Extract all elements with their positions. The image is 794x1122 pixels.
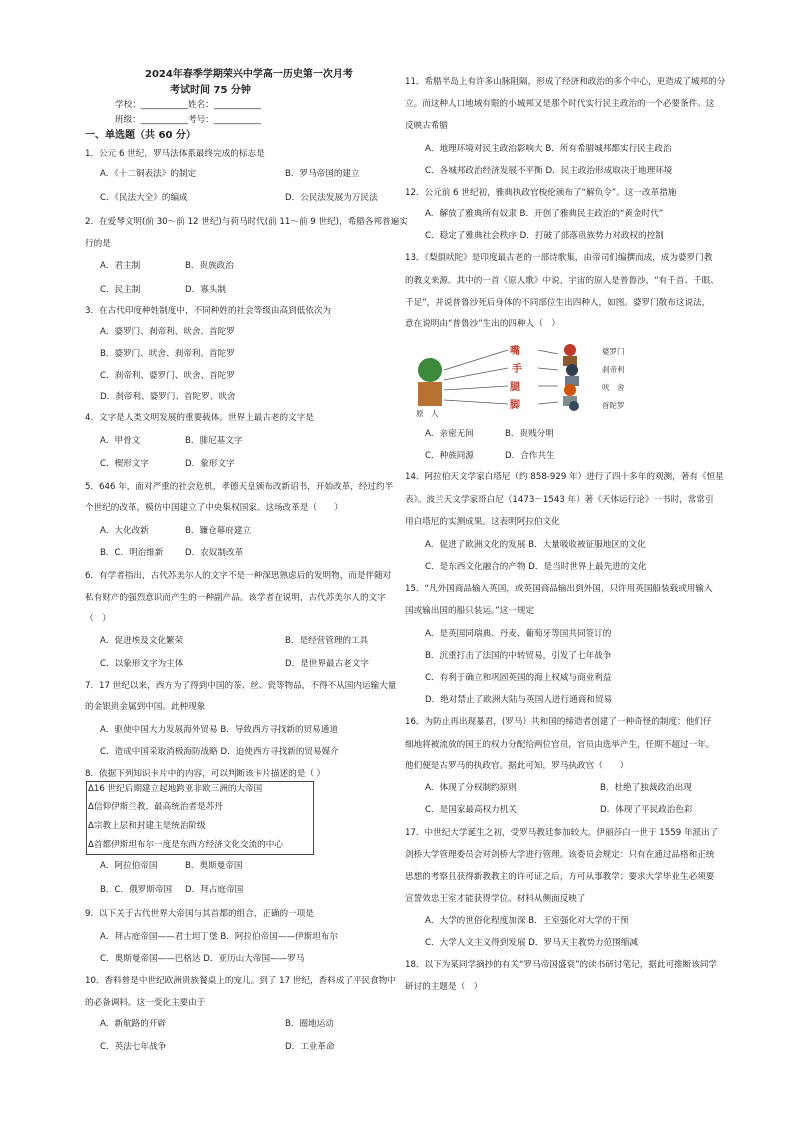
exam-title: 2024年春季学期荣兴中学高一历史第一次月考: [145, 69, 353, 80]
exam-time: 考试时间 75 分钟: [170, 85, 251, 96]
left-line-13: B．婆罗门、吠舍、刹帝利、首陀罗: [100, 349, 235, 359]
left-line-10: D．寡头制: [185, 285, 226, 295]
right-line-28: 细地将被流放的国王的权力分配给两位官员，官员由选举产生，任期不超过一年。: [405, 740, 715, 750]
right-line-33: D．体现了平民政治色彩: [600, 805, 693, 815]
left-line-6: 行的是: [85, 239, 111, 249]
right-line-30: A．体现了分权制约原则: [425, 783, 517, 793]
card-line-1: Δ信仰伊斯兰教，最高统治者是苏丹: [88, 802, 223, 812]
right-line-18: 用白塔尼的实测成果。这表明阿拉伯文化: [405, 517, 560, 527]
left-line-21: 5．646 年，面对严重的社会危机，孝德天皇颁布改新诏书，开始改革，经过约半: [85, 482, 394, 492]
right-line-9: 的教义来源。其中的一首《原人歌》中说，宇宙的原人是普鲁沙，“有千首、千眼、: [405, 276, 719, 286]
right-line-38: A．大学的世俗化程度加深 B．王室强化对大学的干预: [425, 916, 629, 926]
right-line-17: 表》。波兰天文学家哥白尼（1473－1543 年）著《天体运行论》一书时，常常引: [405, 495, 714, 505]
left-line-32: C．以象形文字为主体: [100, 659, 184, 669]
left-line-2: B．罗马帝国的建立: [285, 169, 360, 179]
left-line-27: 6．有学者指出，古代苏美尔人的文字不是一种深思熟虑后的发明物，而是伴随对: [85, 571, 392, 581]
right-line-16: 14．阿拉伯天文学家白塔尼（约 858-929 年）进行了四十多年的观测，著有《恒星: [405, 472, 724, 482]
class-number-line: 班级：___________考号：___________: [115, 115, 262, 125]
section-heading: 一、单选题（共 60 分）: [85, 130, 196, 141]
right-line-32: C．是国家最高权力机关: [425, 805, 517, 815]
left-line-8: B．贵族政治: [185, 261, 234, 271]
right-line-8: 13．《梨俱吠陀》是印度最古老的一部诗歌集，由帝司们编撰而成，成为婆罗门教: [405, 253, 713, 263]
q8-option-3: D．拜占庭帝国: [185, 885, 244, 895]
purusha-label: 原 人: [416, 409, 439, 418]
right-line-15: D．合作共生: [505, 451, 555, 461]
purusha-body: [418, 382, 442, 406]
left-line-15: D．刹帝利、婆罗门、首陀罗、吠舍: [100, 392, 236, 402]
right-line-25: C．有利于确立和巩固英国的海上权威与商业利益: [425, 673, 612, 683]
right-line-40: 18．以下为某同学摘抄的有关“罗马帝国盛衰”的读书研讨笔记，据此可推断该同学: [405, 960, 718, 970]
q8-option-2: B．C．俄罗斯帝国: [100, 885, 173, 895]
left-line-39: 9．以下关于古代世界大帝国与其首都的组合，正确的一项是: [85, 909, 314, 919]
left-line-38: 8．依据下列知识卡片中的内容，可以判断该卡片描述的是（ ）: [85, 769, 326, 779]
caste-vaishya: 吠 舍: [602, 383, 625, 392]
left-line-23: A．大化改新: [100, 526, 149, 536]
left-line-28: 私有财产的强烈意识而产生的一种副产品。该学者在说明，古代苏美尔人的文字: [85, 593, 386, 603]
left-line-36: A．驱使中国大力发展海外贸易 B．导致西方寻找新的贸易通道: [100, 725, 338, 735]
left-line-9: C．民主制: [100, 285, 141, 295]
left-line-47: D．工业革命: [285, 1042, 335, 1052]
left-line-45: B．圈地运动: [285, 1019, 334, 1029]
left-line-37: C．造成中国采取消极海防战略 D．迫使西方寻找新的贸易媒介: [100, 747, 339, 757]
right-line-24: B．沉重打击了法国的中转贸易，引发了七年战争: [425, 651, 612, 661]
right-line-2: 反映古希腊: [405, 121, 448, 131]
caste-kshatriya: 刹帝利: [602, 365, 625, 374]
left-line-29: （ ）: [85, 614, 111, 624]
purusha-head: [418, 358, 442, 382]
right-line-41: 研讨的主题是（ ）: [405, 982, 483, 992]
right-line-19: A．促进了欧洲文化的发展 B．大量吸收被征服地区的文化: [425, 540, 646, 550]
left-line-17: A．甲骨文: [100, 436, 141, 446]
left-line-42: 10．香料曾是中世纪欧洲贵族餐桌上的宠儿。到了 17 世纪，香料成了平民食物中: [85, 976, 396, 986]
left-line-19: C．楔形文字: [100, 459, 149, 469]
caste-brahmin: 婆罗门: [602, 347, 625, 356]
left-line-30: A．促进埃及文化繁荣: [100, 636, 184, 646]
right-line-10: 千足”，并说普鲁沙死后身体的不同部位生出四种人，如图。婆罗门散布这说法，: [405, 298, 711, 308]
right-line-23: A．是英国同瑞典、丹麦、葡萄牙等国共同签订的: [425, 629, 612, 639]
right-line-35: 剑桥大学管理委员会对剑桥大学进行管理。该委员会规定：只有在通过品格和正统: [405, 850, 715, 860]
part-hand: 手: [512, 364, 522, 375]
left-line-20: D．象形文字: [185, 459, 235, 469]
left-line-5: 2．在爱琴文明(前 30～前 12 世纪)与荷马时代(前 11～前 9 世纪)，希腊各邦普遍实: [85, 217, 408, 227]
left-line-31: B．是经营管理的工具: [285, 636, 369, 646]
left-line-7: A．君主制: [100, 261, 141, 271]
right-line-21: 15．“凡外国商品输入英国，或英国商品输出到外国，只许用英国船装载或用输入: [405, 584, 713, 594]
knowledge-card: [86, 781, 314, 855]
q8-option-0: A．阿拉伯帝国: [100, 861, 158, 871]
left-line-41: C．奥斯曼帝国——巴格达 D．亚历山大帝国——罗马: [100, 954, 305, 964]
purusha-figure: [408, 340, 640, 418]
right-line-22: 国或输出国的船只装运。”这一规定: [405, 606, 535, 616]
left-line-35: 的金银贵金属到中国。此种现象: [85, 702, 206, 712]
card-line-2: Δ宗教上层和封建主是统治阶级: [88, 821, 206, 831]
right-line-12: A．亲密无间: [425, 429, 474, 439]
left-line-0: 1．公元 6 世纪，罗马法体系最终完成的标志是: [85, 149, 265, 159]
right-line-39: C．大学人文主义得到发展 D．罗马天主教势力范围缩减: [425, 938, 639, 948]
right-line-0: 11．希腊半岛上有许多山脉阻隔，形成了经济和政治的多个中心，更造成了城邦的分: [405, 77, 726, 87]
left-line-12: A．婆罗门、刹帝利、吠舍、首陀罗: [100, 327, 235, 337]
part-foot: 脚: [510, 400, 520, 411]
part-mouth: 嘴: [510, 346, 520, 357]
left-line-3: C．《民法大全》的编成: [100, 193, 188, 203]
caste-shudra: 首陀罗: [602, 401, 625, 410]
left-line-22: 个世纪的改革，模仿中国建立了中央集权国家。这场改革是（ ）: [85, 503, 343, 513]
right-line-14: C．种族同源: [425, 451, 474, 461]
right-line-3: A．地理环境对民主政治影响大 B．所有希腊城邦都实行民主政治: [425, 144, 672, 154]
right-line-11: 意在说明由“普鲁沙”生出的四种人（ ）: [405, 319, 560, 329]
right-line-13: B．贵贱分明: [505, 429, 554, 439]
left-line-44: A．新航路的开辟: [100, 1019, 167, 1029]
left-line-18: B．腓尼基文字: [185, 436, 243, 446]
right-line-7: C．稳定了雅典社会秩序 D．打破了部落贵族势力对政权的控制: [425, 231, 664, 241]
right-line-6: A．解放了雅典所有奴隶 B．开创了雅典民主政治的“黄金时代”: [425, 209, 664, 219]
left-line-40: A．拜占庭帝国——君士坦丁堡 B．阿拉伯帝国——伊斯坦布尔: [100, 932, 338, 942]
right-line-27: 16．为防止再出现暴君，(罗马）共和国的缔造者创建了一种奇怪的制度：他们仔: [405, 717, 712, 727]
left-line-26: D．农奴制改革: [185, 548, 244, 558]
left-line-11: 3．在古代印度种姓制度中，不同种姓的社会等级由高到低依次为: [85, 306, 332, 316]
right-line-36: 思想的考察且获得新教教主的许可证之后，方可从事教学；要求大学毕业生必须要: [405, 872, 715, 882]
right-line-26: D．绝对禁止了欧洲大陆与英国人进行通商和贸易: [425, 695, 613, 705]
left-line-24: B．镰仓幕府建立: [185, 526, 252, 536]
left-line-4: D．公民法发展为万民法: [285, 193, 378, 203]
left-line-34: 7．17 世纪以来，西方为了得到中国的茶、丝、瓷等物品，不得不从国内运输大量: [85, 681, 397, 691]
left-line-25: B．C．明治维新: [100, 548, 164, 558]
right-line-20: C．是东西文化融合的产物 D．是当时世界上最先进的文化: [425, 562, 647, 572]
right-line-4: C．各城邦政治经济发展不平衡 D．民主政治形成取决于地理环境: [425, 166, 673, 176]
card-line-0: Δ16 世纪后期建立起地跨亚非欧三洲的大帝国: [88, 784, 263, 794]
school-name-line: 学校：___________姓名：___________: [115, 100, 262, 110]
right-line-37: 宣誓效忠王室才能获得学位。材料从侧面反映了: [405, 894, 586, 904]
left-line-43: 的必备调料。这一变化主要由于: [85, 998, 206, 1008]
right-line-1: 立。而这种人口地域有限的小城邦又是那个时代实行民主政治的一个必要条件。这: [405, 99, 715, 109]
left-line-14: C．刹帝利、婆罗门、吠舍、首陀罗: [100, 371, 235, 381]
right-line-29: 他们便是古罗马的执政官。据此可知，罗马执政官（ ）: [405, 761, 629, 771]
left-line-46: C．英法七年战争: [100, 1042, 167, 1052]
left-line-16: 4．文字是人类文明发展的重要载体。世界上最古老的文字是: [85, 413, 314, 423]
right-line-31: B．杜绝了独裁政治出现: [600, 783, 692, 793]
q8-option-1: B．奥斯曼帝国: [185, 861, 243, 871]
part-leg: 腿: [510, 382, 520, 393]
left-line-1: A．《十二铜表法》的制定: [100, 169, 197, 179]
card-line-3: Δ首都伊斯坦布尔一度是东西方经济文化交流的中心: [88, 840, 283, 850]
right-line-5: 12．公元前 6 世纪初，雅典执政官梭伦颁布了“解负令”。这一改革措施: [405, 188, 677, 198]
right-line-34: 17．中世纪大学诞生之初，受罗马教廷参加较大。伊丽莎白一世于 1559 年派出了: [405, 828, 719, 838]
left-line-33: D．是世界最古老文字: [285, 659, 369, 669]
